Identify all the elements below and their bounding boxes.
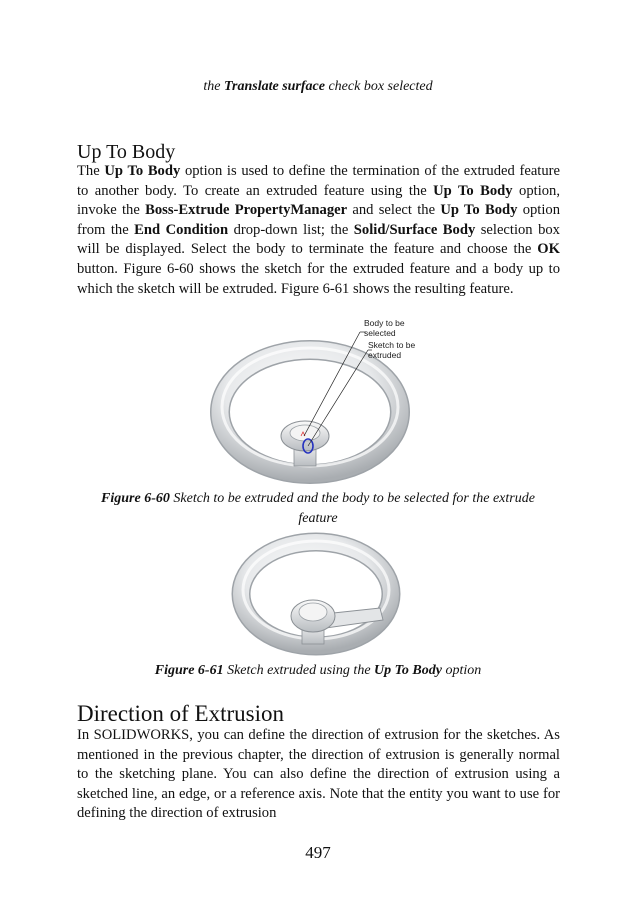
figure-6-61-illustration — [228, 528, 408, 664]
bold-term: Boss-Extrude PropertyManager — [145, 202, 348, 219]
section-heading-direction-of-extrusion: Direction of Extrusion — [77, 701, 284, 726]
up-to-body-paragraph — [77, 162, 560, 299]
paragraph-text: In SOLIDWORKS, you can define the direction of extrusion for the sketches. As mentioned in the previous chapter, the direction of extrusion is generally normal to the sketching plane. You can also define the direction of extrusion using a sketched line, an edge, or a reference axis. Note that the entity you want to use for defining the direction of extrusion — [77, 727, 560, 822]
paragraph-text: The Up To Body option is used to define the termination of the extruded feature to another body. To create an extruded feature using the Up To Body option, invoke the Boss-Extrude PropertyManager and select the Up To Body option from the End Condition drop-down list; the Solid/Surface Body selection box will be displayed. Select the body to terminate the feature and choose the OK button. Figure 6-60 shows the sketch for the extruded feature and a body up to which the sketch will be extruded. Figure 6-61 shows the resulting feature. — [77, 163, 560, 297]
page-number: 497 — [305, 843, 331, 862]
figure-6-60-caption: Figure 6-60 Sketch to be extruded and the body to be selected for the extrude feature — [101, 491, 535, 526]
callout-sketch-line1: Sketch to be — [368, 340, 416, 350]
bold-term: Up To Body — [104, 163, 181, 179]
figure-6-61-caption: Figure 6-61 Sketch extruded using the Up To Body option — [154, 663, 482, 678]
top-figure-caption: the Translate surface check box selected — [203, 79, 433, 94]
bold-term: Up To Body — [433, 182, 513, 199]
caption-bold-term: Translate surface — [223, 79, 325, 94]
bold-term: Solid/Surface Body — [353, 221, 476, 238]
callout-body-line1: Body to be — [364, 318, 405, 328]
caption-bold-term: Up To Body — [374, 663, 442, 678]
bold-term: Up To Body — [440, 202, 518, 219]
bold-term: End Condition — [134, 221, 229, 238]
figure-6-60-illustration — [200, 312, 450, 492]
bold-term: OK — [537, 241, 560, 258]
callout-body-line2: selected — [364, 328, 396, 338]
caption-label: Figure 6-60 — [101, 491, 170, 506]
caption-label: Figure 6-61 — [154, 663, 224, 678]
leader-line-sketch — [308, 350, 368, 446]
section-heading-up-to-body: Up To Body — [77, 141, 176, 163]
callout-sketch-line2: extruded — [368, 350, 402, 360]
direction-of-extrusion-paragraph — [77, 726, 560, 824]
